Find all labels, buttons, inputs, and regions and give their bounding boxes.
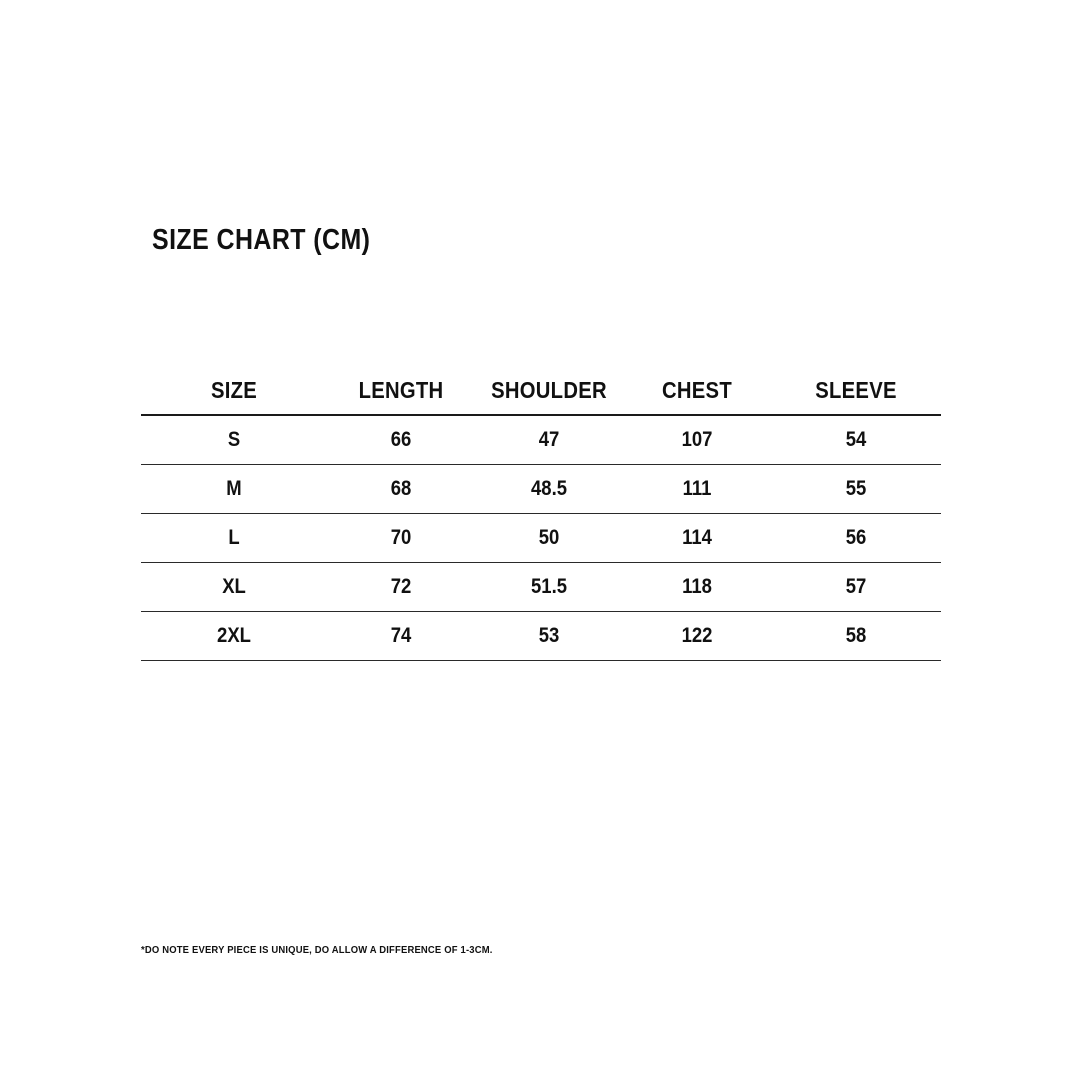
cell-size: L — [152, 514, 316, 563]
table-row — [141, 563, 941, 612]
table-row — [141, 415, 941, 465]
column-header-size: SIZE — [152, 366, 316, 415]
cell-shoulder: 50 — [484, 514, 614, 563]
cell-sleeve: 56 — [781, 514, 931, 563]
cell-shoulder: 51.5 — [484, 563, 614, 612]
cell-sleeve: 54 — [781, 415, 931, 465]
table-header — [141, 366, 941, 415]
cell-sleeve: 58 — [781, 612, 931, 661]
cell-chest: 118 — [632, 563, 762, 612]
cell-length: 70 — [336, 514, 466, 563]
footnote-text: *DO NOTE EVERY PIECE IS UNIQUE, DO ALLOW A DIFFERENCE OF 1-3CM. — [141, 944, 493, 956]
cell-length: 74 — [336, 612, 466, 661]
table-row — [141, 465, 941, 514]
column-header-length: LENGTH — [336, 366, 466, 415]
cell-sleeve: 57 — [781, 563, 931, 612]
cell-sleeve: 55 — [781, 465, 931, 514]
table-body — [141, 415, 941, 661]
column-header-shoulder: SHOULDER — [484, 366, 614, 415]
cell-chest: 122 — [632, 612, 762, 661]
cell-size: XL — [152, 563, 316, 612]
table-row — [141, 612, 941, 661]
page-title: SIZE CHART (CM) — [152, 224, 371, 256]
cell-length: 66 — [336, 415, 466, 465]
cell-chest: 114 — [632, 514, 762, 563]
cell-shoulder: 53 — [484, 612, 614, 661]
table-header-row — [141, 366, 941, 415]
cell-chest: 111 — [632, 465, 762, 514]
table-row — [141, 514, 941, 563]
cell-length: 68 — [336, 465, 466, 514]
cell-size: M — [152, 465, 316, 514]
column-header-sleeve: SLEEVE — [781, 366, 931, 415]
cell-shoulder: 48.5 — [484, 465, 614, 514]
column-header-chest: CHEST — [632, 366, 762, 415]
cell-chest: 107 — [632, 415, 762, 465]
cell-size: 2XL — [152, 612, 316, 661]
size-chart-table — [141, 366, 941, 661]
cell-length: 72 — [336, 563, 466, 612]
cell-size: S — [152, 415, 316, 465]
size-chart-table-wrapper — [141, 366, 941, 661]
cell-shoulder: 47 — [484, 415, 614, 465]
